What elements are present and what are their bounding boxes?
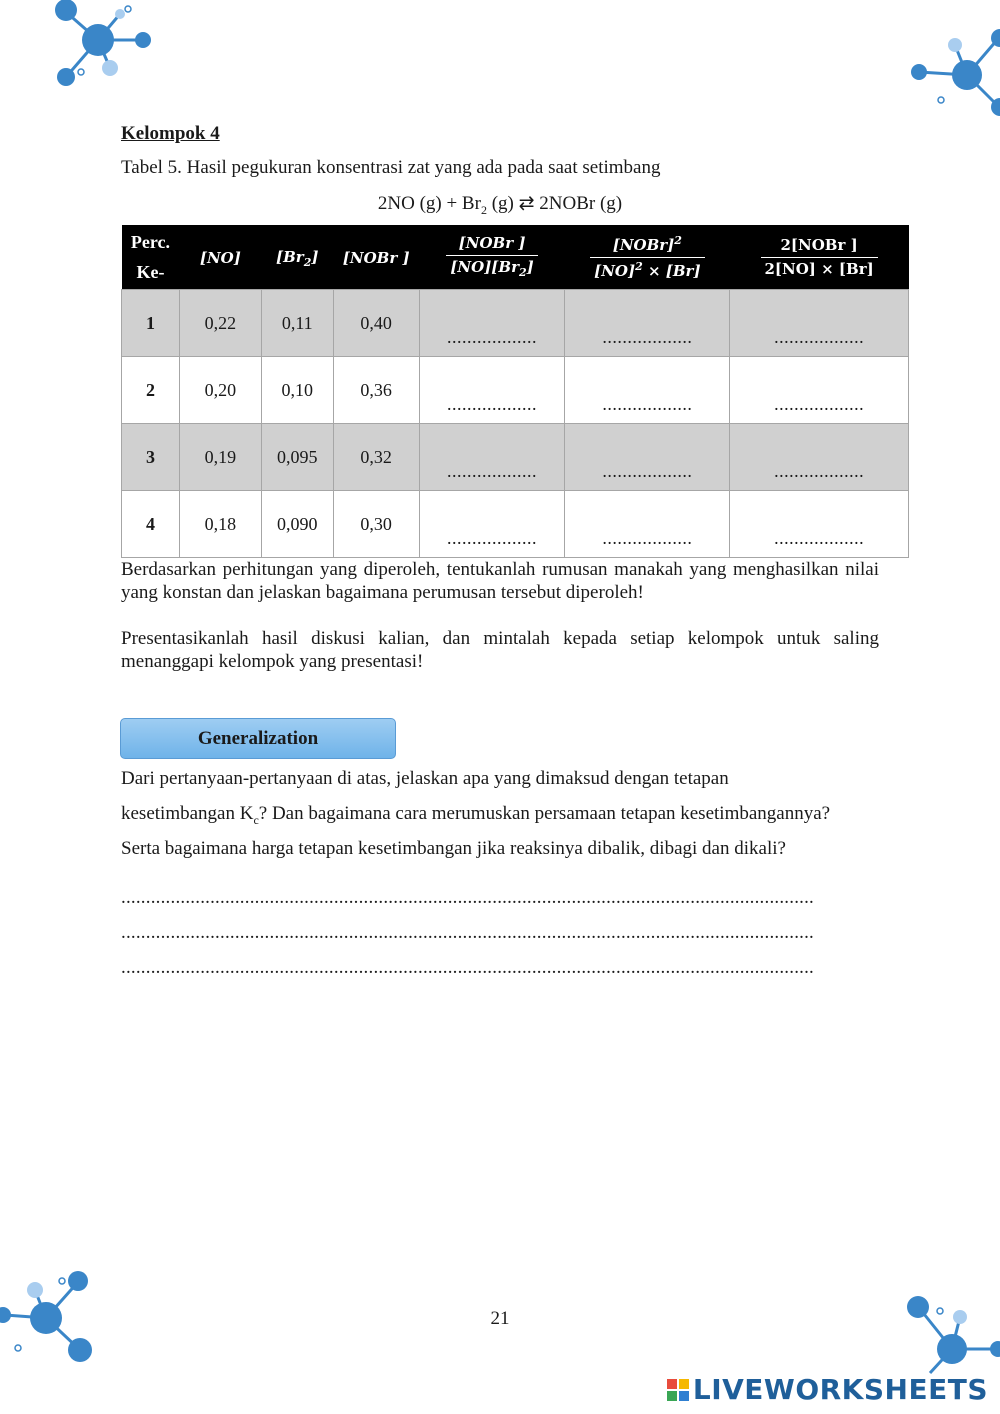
cell-no: 0,20 — [179, 357, 261, 424]
table-caption: Tabel 5. Hasil pegukuran konsentrasi zat yang ada pada saat setimbang — [121, 157, 661, 178]
header-formula-2: $\frac{[NOBr]^2}{[NO]^2 \times [Br]}$ — [565, 225, 730, 290]
header-perc: Perc. Ke- — [122, 225, 180, 290]
answer-blank[interactable]: .................. — [730, 357, 909, 424]
instruction-paragraph-2: Presentasikanlah hasil diskusi kalian, dan mintalah kepada setiap kelompok untuk saling menanggapi kelompok yang presentasi! — [121, 628, 879, 672]
cell-br2: 0,095 — [261, 424, 333, 491]
molecule-decoration-top-left — [30, 0, 170, 90]
header-no: [NO] — [179, 225, 261, 290]
answer-blank[interactable]: .................. — [730, 290, 909, 357]
answer-blank[interactable]: .................. — [565, 491, 730, 558]
liveworksheets-icon — [666, 1378, 690, 1402]
answer-blank[interactable]: .................. — [419, 290, 565, 357]
generalization-label: Generalization — [120, 718, 396, 759]
row-number: 1 — [122, 290, 180, 357]
answer-blank[interactable]: .................. — [730, 491, 909, 558]
answer-blank[interactable]: .................. — [419, 491, 565, 558]
cell-no: 0,22 — [179, 290, 261, 357]
answer-line[interactable]: ............................................................................................................................................ — [121, 922, 814, 943]
cell-no: 0,19 — [179, 424, 261, 491]
answer-blank[interactable]: .................. — [419, 357, 565, 424]
answer-line[interactable]: ............................................................................................................................................ — [121, 887, 814, 908]
answer-blank[interactable]: .................. — [565, 357, 730, 424]
row-number: 3 — [122, 424, 180, 491]
cell-br2: 0,11 — [261, 290, 333, 357]
liveworksheets-logo: LIVEWORKSHEETS — [666, 1373, 988, 1406]
question-line-3: Serta bagaimana harga tetapan kesetimbangan jika reaksinya dibalik, dibagi dan dikali? — [121, 838, 786, 859]
cell-br2: 0,10 — [261, 357, 333, 424]
question-line-1: Dari pertanyaan-pertanyaan di atas, jelaskan apa yang dimaksud dengan tetapan — [121, 768, 729, 789]
row-number: 4 — [122, 491, 180, 558]
table-row — [122, 357, 909, 424]
cell-br2: 0,090 — [261, 491, 333, 558]
molecule-decoration-bottom-right — [890, 1295, 1000, 1375]
answer-blank[interactable]: .................. — [565, 290, 730, 357]
page-number: 21 — [490, 1308, 510, 1329]
header-formula-3: $\frac{\text{2[NOBr ]}}{2[NO] \times [Br]}$ — [730, 225, 909, 290]
answer-line[interactable]: ............................................................................................................................................ — [121, 957, 814, 978]
answer-blank[interactable]: .................. — [419, 424, 565, 491]
table-header-row — [122, 225, 909, 290]
cell-nobr: 0,32 — [333, 424, 419, 491]
reaction-equation: 2NO $(g) + Br_2$ (g) ⇄ 2NOBr (g) — [377, 193, 623, 217]
table-row — [122, 290, 909, 357]
question-line-2: kesetimbangan $K_c$? Dan bagaimana cara merumuskan persamaan tetapan kesetimbangannya? — [121, 803, 831, 827]
cell-nobr: 0,36 — [333, 357, 419, 424]
table-row — [122, 424, 909, 491]
cell-nobr: 0,30 — [333, 491, 419, 558]
table-row — [122, 491, 909, 558]
row-number: 2 — [122, 357, 180, 424]
header-nobr: [NOBr ] — [333, 225, 419, 290]
header-formula-1: $\frac{\text{[NOBr ]}}{[NO][Br_2]}$ — [419, 225, 565, 290]
answer-blank[interactable]: .................. — [565, 424, 730, 491]
group-heading: Kelompok 4 — [121, 123, 220, 144]
header-br2: $[Br_2]$ — [261, 225, 333, 290]
cell-no: 0,18 — [179, 491, 261, 558]
answer-blank[interactable]: .................. — [730, 424, 909, 491]
molecule-decoration-top-right — [905, 20, 1000, 120]
instruction-paragraph-1: Berdasarkan perhitungan yang diperoleh, tentukanlah rumusan manakah yang menghasilkan nilai yang konstan dan jelaskan bagaimana perumusan tersebut diperoleh! — [121, 559, 879, 603]
equilibrium-table — [121, 225, 909, 558]
cell-nobr: 0,40 — [333, 290, 419, 357]
